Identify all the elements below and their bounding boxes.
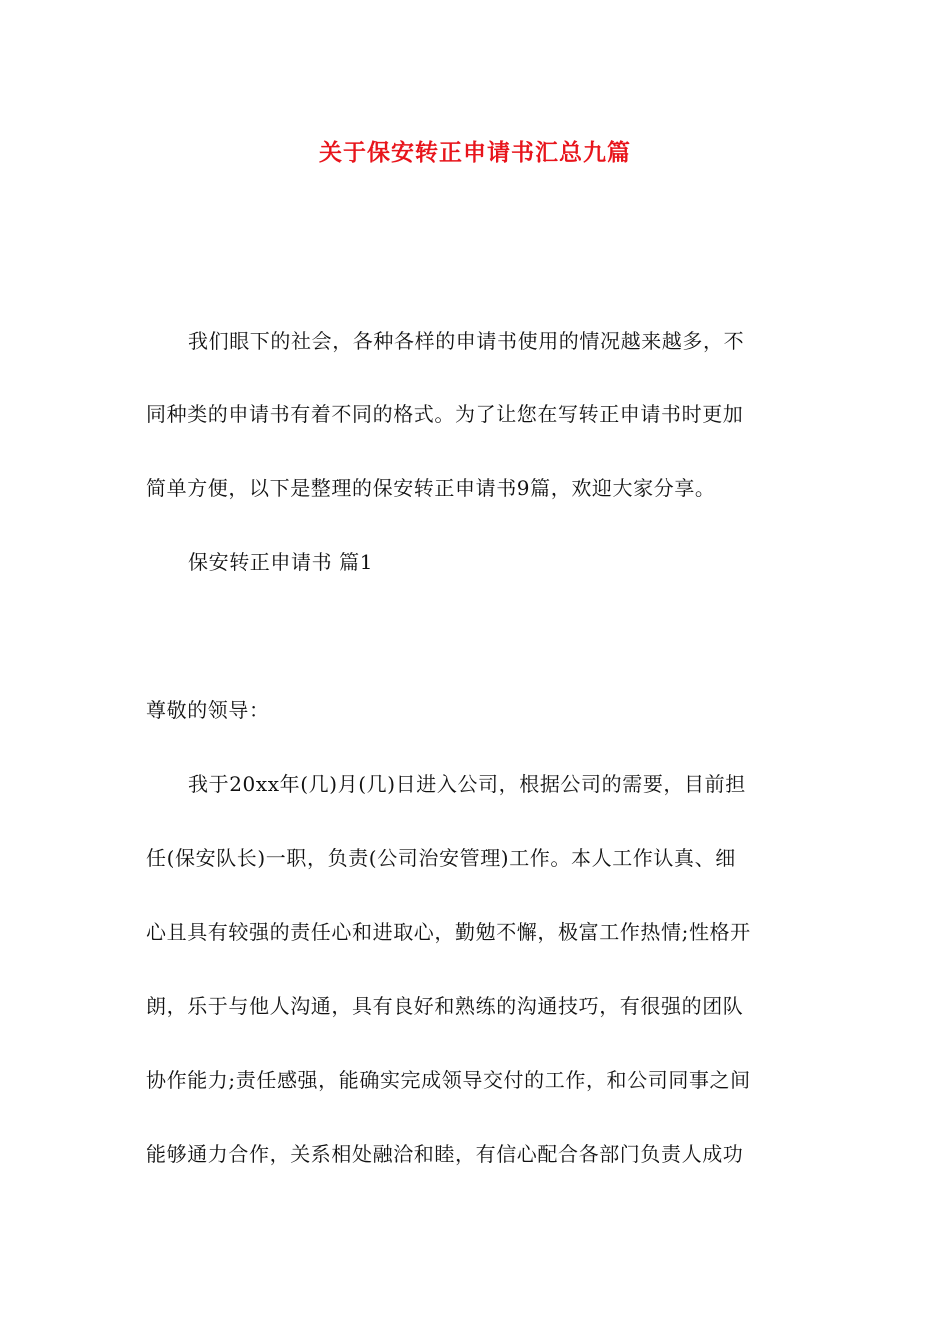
paragraph-line: 朗，乐于与他人沟通，具有良好和熟练的沟通技巧，有很强的团队 <box>146 994 744 1018</box>
paragraph-line: 同种类的申请书有着不同的格式。为了让您在写转正申请书时更加 <box>146 402 744 426</box>
paragraph-line: 简单方便，以下是整理的保安转正申请书9篇，欢迎大家分享。 <box>146 476 716 500</box>
document-title: 关于保安转正申请书汇总九篇 <box>319 140 631 166</box>
section-heading: 保安转正申请书 篇1 <box>188 550 374 574</box>
paragraph-line: 任(保安队长)一职，负责(公司治安管理)工作。本人工作认真、细 <box>146 846 736 870</box>
salutation: 尊敬的领导： <box>146 698 270 722</box>
paragraph-line: 我于20xx年(几)月(几)日进入公司，根据公司的需要，目前担 <box>188 772 746 796</box>
paragraph-line: 心且具有较强的责任心和进取心，勤勉不懈，极富工作热情;性格开 <box>146 920 751 944</box>
paragraph-line: 能够通力合作，关系相处融洽和睦，有信心配合各部门负责人成功 <box>146 1142 744 1166</box>
paragraph-line: 我们眼下的社会，各种各样的申请书使用的情况越来越多，不 <box>188 329 745 353</box>
paragraph-line: 协作能力;责任感强，能确实完成领导交付的工作，和公司同事之间 <box>146 1068 751 1092</box>
